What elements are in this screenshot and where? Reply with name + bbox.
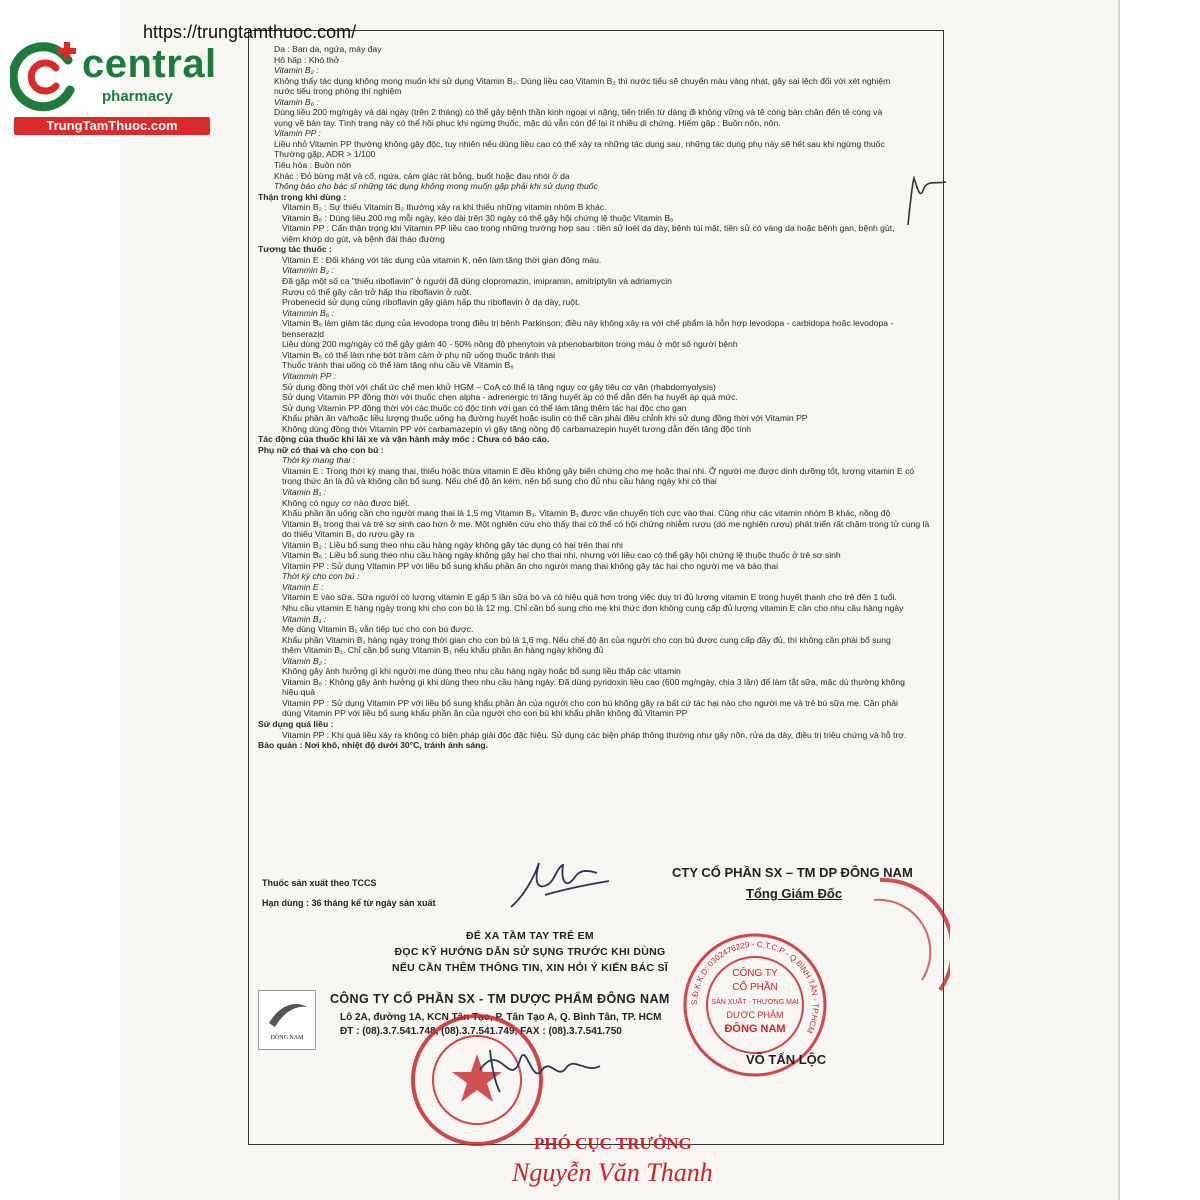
text-line: Không thấy tác dụng không mong muốn khi sử dụng Vitamin B₂. Dùng liều cao Vitamin B₂ thì nước tiểu sẽ chuyển màu vàng nhạt, gây sai lệch đối với xét nghiệm <box>274 75 891 86</box>
text-line: Vitammin B₆ : <box>282 307 335 318</box>
text-line: Vitamin E : Đối kháng với tác dụng của vitamin K, nên làm tăng thời gian đông máu. <box>282 254 602 265</box>
text-line: Vitamin B₆ : Không gây ảnh hưởng gì khi dùng theo nhu cầu hàng ngày. Đã dùng pyridoxin liều cao (600 mg/ngày, chia 3 lần) để làm tắt sữa, mặc dù thường không <box>282 676 905 687</box>
section-heading: Tương tác thuốc : <box>258 244 332 255</box>
section-heading: Phụ nữ có thai và cho con bú : <box>258 444 384 455</box>
leaflet-body <box>258 44 938 751</box>
section-heading: Tác động của thuốc khi lái xe và vận hành máy móc : Chưa có báo cáo. <box>258 434 550 445</box>
warning-line-2: ĐỌC KỸ HƯỚNG DẪN SỬ SỤNG TRƯỚC KHI DÙNG <box>394 946 666 958</box>
text-line: Nhu cầu vitamin E hàng ngày trong khi cho con bú là 12 mg. Chỉ cần bổ sung cho mẹ khi thức đơn không cung cấp đủ lượng vitamin E cần cho nhu cầu hàng ngày <box>282 602 904 613</box>
swoosh-icon <box>259 993 315 1037</box>
expiry-note: Hạn dùng : 36 tháng kể từ ngày sản xuất <box>262 898 436 908</box>
text-line: Sử dụng Vitamin PP đồng thời với các thuốc có độc tính với gan có thể làm tăng thêm tác hại độc cho gan <box>282 402 687 413</box>
text-line: Thường gặp, ADR > 1/100 <box>274 149 376 160</box>
text-line: Không có nguy cơ nào được biết. <box>282 497 410 508</box>
text-line: Thời kỳ cho con bú : <box>282 571 360 582</box>
text-line: dùng Vitamin PP với liều bổ sung khẩu phần ăn của người cho con bú khi khẩu phần không đủ Vitamin PP <box>282 708 688 719</box>
text-line: Hô hấp : Khó thở <box>274 54 340 65</box>
text-line: Không gây ảnh hưởng gì khi người mẹ dùng theo nhu cầu hàng ngày hoặc bổ sung liều thấp các vitamin <box>282 666 681 677</box>
text-line: Sử dụng Vitamin PP đồng thời với thuốc chẹn alpha - adrenergic trị tăng huyết áp có thể dẫn đến hạ huyết áp quá mức. <box>282 392 738 403</box>
partial-seal-right <box>860 870 950 1020</box>
text-line: Vitamin B₆ làm giảm tác dụng của levodopa trong điều trị bệnh Parkinson; điều này không xảy ra với chế phẩm là hỗn hợp levodopa - carbidopa hoặc levodopa - <box>282 318 894 329</box>
text-line: Vitamin PP : Cẩn thận trọng khi Vitamin PP liều cao trong những trường hợp sau : tiền sử loét dạ dày, bệnh túi mật, tiền sử có vàng da hoặc bệnh gan, bệnh gút, <box>282 223 895 234</box>
text-line: Vitamin E : Trong thời kỳ mang thai, thiếu hoặc thừa vitamin E đều không gây biến chứng cho mẹ hoặc thai nhi. Ở người mẹ được dinh dưỡng tốt, lượng vitamin E có <box>282 465 915 476</box>
logo-subtitle: pharmacy <box>102 88 173 105</box>
text-line: Khẩu phần ăn uống cần cho người mang thai là 1,5 mg Vitamin B₁. Vitamin B₁ được vận chuyển tích cực vào thai. Cũng như các vitamin nhóm B khác, nồng độ <box>282 508 891 519</box>
page-edge <box>1118 0 1120 1200</box>
source-url[interactable]: https://trungtamthuoc.com/ <box>143 22 357 42</box>
text-line: Vitamin PP : Sử dụng Vitamin PP với liều bổ sung khẩu phần ăn cho người mang thai không gây tác hại cho người mẹ và bào thai <box>282 560 778 571</box>
text-line: Rượu có thể gây cản trở hấp thu riboflavin ở ruột. <box>282 286 472 297</box>
stamp-ring-text: S.Đ.K.K.D: 0302476229 - C.T.C.P - Q.BÌNH TÂN - TP.HCM <box>689 939 821 1035</box>
text-line: Dùng liều 200 mg/ngày và dài ngày (trên 2 tháng) có thể gây bệnh thần kinh ngoại vi nặng, tiến triển từ dáng đi không vững và tê cóng bàn chân đến tê cóng và <box>274 107 883 118</box>
company-address: Lô 2A, đường 1A, KCN Tân Tạo, P. Tân Tạo A, Q. Bình Tân, TP. HCM <box>340 1012 662 1023</box>
text-line: viêm khớp do gút, và bệnh đái tháo đường <box>282 233 445 244</box>
section-heading: Bảo quản : Nơi khô, nhiệt độ dưới 30°C, tránh ánh sáng. <box>258 740 489 751</box>
text-line: Probenecid sử dụng cùng riboflavin gây giảm hấp thu riboflavin ở dạ dày, ruột. <box>282 297 580 308</box>
text-line: Vitamin B₆ : Liều bổ sung theo nhu cầu hàng ngày không gây hại cho thai nhi, nhưng với liều cao có thể gây hội chứng lệ thuộc thuốc ở trẻ sơ sinh <box>282 550 841 561</box>
text-line: Vitamin B₆ : Dùng liều 200 mg mỗi ngày, kéo dài trên 30 ngày có thể gây hội chứng lệ thuộc Vitamin B₆ <box>282 212 674 223</box>
text-line: Vitamin B₆ : <box>274 96 319 107</box>
text-line: Khẩu phần ăn và/hoặc liều lượng thuốc uống hạ đường huyết hoặc isulin có thể cần phải điều chỉnh khi sử dụng đồng thời với Vitamin PP <box>282 413 808 424</box>
dong-nam-logo <box>258 990 316 1050</box>
text-line: Vitamin PP : <box>274 128 321 139</box>
text-line: Sử dụng đồng thời với chất ức chế men khử HGM – CoA có thể là tăng nguy cơ gây tiêu cơ vân (rhabdomyolysis) <box>282 381 716 392</box>
text-line: nước tiểu trong phòng thí nghiệm <box>274 86 402 97</box>
company-signature <box>505 855 615 915</box>
director-title: Tổng Giám Đốc <box>746 886 843 901</box>
warning-line-1: ĐỂ XA TẦM TAY TRẺ EM <box>466 930 594 942</box>
text-line: Khác : Đỏ bừng mặt và cổ, ngứa, cảm giác rát bỏng, buốt hoặc đau nhói ở da <box>274 170 570 181</box>
director-name: VÕ TẤN LỘC <box>746 1052 827 1067</box>
text-line: Vitamin PP : Sử dụng Vitamin PP với liều bổ sung khẩu phần ăn của người cho con bú không gây ra bất cứ tác hại nào cho người mẹ và trẻ bú sữa mẹ. Cần phải <box>282 697 898 708</box>
text-line: Da : Ban da, ngứa, máy đay <box>274 44 382 54</box>
text-line: trong thức ăn là đủ và không cần bổ sung. Nếu chế độ ăn kém, nên bổ sung cho đủ nhu cầu hàng ngày khi có thai <box>282 476 717 487</box>
text-line: Vitamin B₆ có thể làm nhẹ bớt trầm cảm ở phụ nữ uống thuốc tránh thai <box>282 349 556 360</box>
logo-c-icon <box>10 38 82 114</box>
text-line: Không dùng đồng thời Vitamin PP với carbamazepin vì gây tăng nồng độ carbamazepin huyết tương dẫn đến tăng độc tính <box>282 423 752 434</box>
company-short-name: CTY CỔ PHẦN SX – TM DP ĐÔNG NAM <box>672 865 913 880</box>
section-heading: Sử dụng quá liều : <box>258 719 334 729</box>
text-line: Vitammin PP : <box>282 370 336 381</box>
text-line: Mẹ dùng Vitamin B₁ vẫn tiếp tục cho con bú được. <box>282 624 474 635</box>
text-line: thêm Vitamin B₁. Chỉ cần bổ sung Vitamin B₁ nếu khẩu phần ăn hàng ngày không đủ <box>282 645 604 656</box>
stamp-text-1: CÔNG TY <box>732 968 778 979</box>
company-full-name: CÔNG TY CỔ PHẦN SX - TM DƯỢC PHẨM ĐÔNG NAM <box>330 992 670 1006</box>
stamp-text-4: DƯỢC PHẨM <box>726 1010 784 1020</box>
text-line: Đã gặp một số ca "thiếu riboflavin" ở người đã dùng clopromazin, imipramin, amitriptylin và adriamycin <box>282 276 672 287</box>
text-line: Khẩu phần Vitamin B₁ hàng ngày trong thời gian cho con bú là 1,6 mg. Nếu chế độ ăn của người cho con bú được cung cấp đầy đủ, thì không cần phải bổ sung <box>282 634 891 645</box>
text-line: Vitamin B₂ : Liều bổ sung theo nhu cầu hàng ngày không gây tác dụng có hại trên thai nhi <box>282 539 623 550</box>
logo-name: central <box>82 42 217 86</box>
text-line: Vitamin B₁ trong thai và trẻ sơ sinh cao hơn ở mẹ. Một nghiên cứu cho thấy thai có thể có hội chứng nhiễm rượu (do mẹ nghiện rượu) phát triển rất chậm trong tử cung là <box>282 518 930 529</box>
text-line: Vitamin E vào sữa. Sữa người có lượng vitamin E gấp 5 lần sữa bò và có hiệu quả hơn trong việc duy trì đủ lượng vitamin E trong huyết thanh cho trẻ đến 1 tuổi. <box>282 592 897 603</box>
text-line: benserazid <box>282 328 325 339</box>
text-line: Thuốc tránh thai uống có thể làm tăng nhu cầu về Vitamin B₆ <box>282 360 514 371</box>
text-line: Vitamin B₂ : <box>282 655 327 666</box>
text-line: Vitamin E : <box>282 581 324 592</box>
official-title: PHÓ CỤC TRƯỞNG <box>534 1134 692 1153</box>
stamp-text-3: SẢN XUẤT - THƯƠNG MẠI <box>711 999 799 1006</box>
dong-nam-logo-caption: ĐÔNG NAM <box>270 1035 304 1041</box>
text-line: Vitamin B₂ : Sự thiếu Vitamin B₂ thường xảy ra khi thiếu những vitamin nhóm B khác. <box>282 202 607 213</box>
text-line: hiệu quả <box>282 687 315 698</box>
text-line: Thời kỳ mang thai : <box>282 455 356 466</box>
logo-site-bar: TrungTamThuoc.com <box>14 117 210 135</box>
text-line: Vitamin B₂ : <box>274 65 319 76</box>
initial-signature-mark <box>900 170 950 230</box>
stamp-text-2: CỔ PHẦN <box>732 982 778 993</box>
text-line: vụng về bàn tay. Tình trạng này có thể hồi phục khi ngừng thuốc, mặc dù vẫn còn để lại ít nhiều di chứng. Hiếm gặp : Buồn nôn, nôn. <box>274 117 781 128</box>
stamp-text-5: ĐÔNG NAM <box>724 1023 786 1035</box>
text-line: do thiếu Vitamin B₁ do rượu gây ra <box>282 529 415 540</box>
text-line: Liều dùng 200 mg/ngày có thể gây giảm 40 - 50% nồng độ phenytoin và phenobarbiton trong máu ở một số người bệnh <box>282 339 738 350</box>
text-line: Thông báo cho bác sĩ những tác dụng không mong muốn gặp phải khi sử dụng thuốc <box>274 181 598 192</box>
text-line: Vitamin B₁ : <box>282 486 327 497</box>
text-line: Tiêu hóa : Buồn nôn <box>274 160 352 171</box>
text-line: Liều nhỏ Vitamin PP thường không gây độc, tuy nhiên nếu dùng liều cao có thể xảy ra những tác dụng sau, những tác dụng phụ này sẽ hết sau khi ngừng thuốc <box>274 138 885 149</box>
official-signature <box>470 1030 610 1100</box>
text-line: Vitamin B₁ : <box>282 613 327 624</box>
text-line: Vitammin B₂ : <box>282 265 334 276</box>
company-phone: ĐT : (08).3.7.541.748, (08).3.7.541.749, FAX : (08).3.7.541.750 <box>340 1026 622 1037</box>
text-line: Vitamin PP : Khi quá liều xảy ra không có biện pháp giải độc đặc hiệu. Sử dụng các biện pháp thông thường như gây nôn, rửa dạ dày, điều trị triệu chứng và hỗ trợ. <box>282 729 907 740</box>
production-standard: Thuốc sản xuất theo TCCS <box>262 878 377 888</box>
official-name: Nguyễn Văn Thanh <box>512 1158 713 1187</box>
warning-line-3: NẾU CẦN THÊM THÔNG TIN, XIN HỎI Ý KIẾN BÁC SĨ <box>391 962 668 974</box>
section-heading: Thận trọng khi dùng : <box>258 191 347 202</box>
